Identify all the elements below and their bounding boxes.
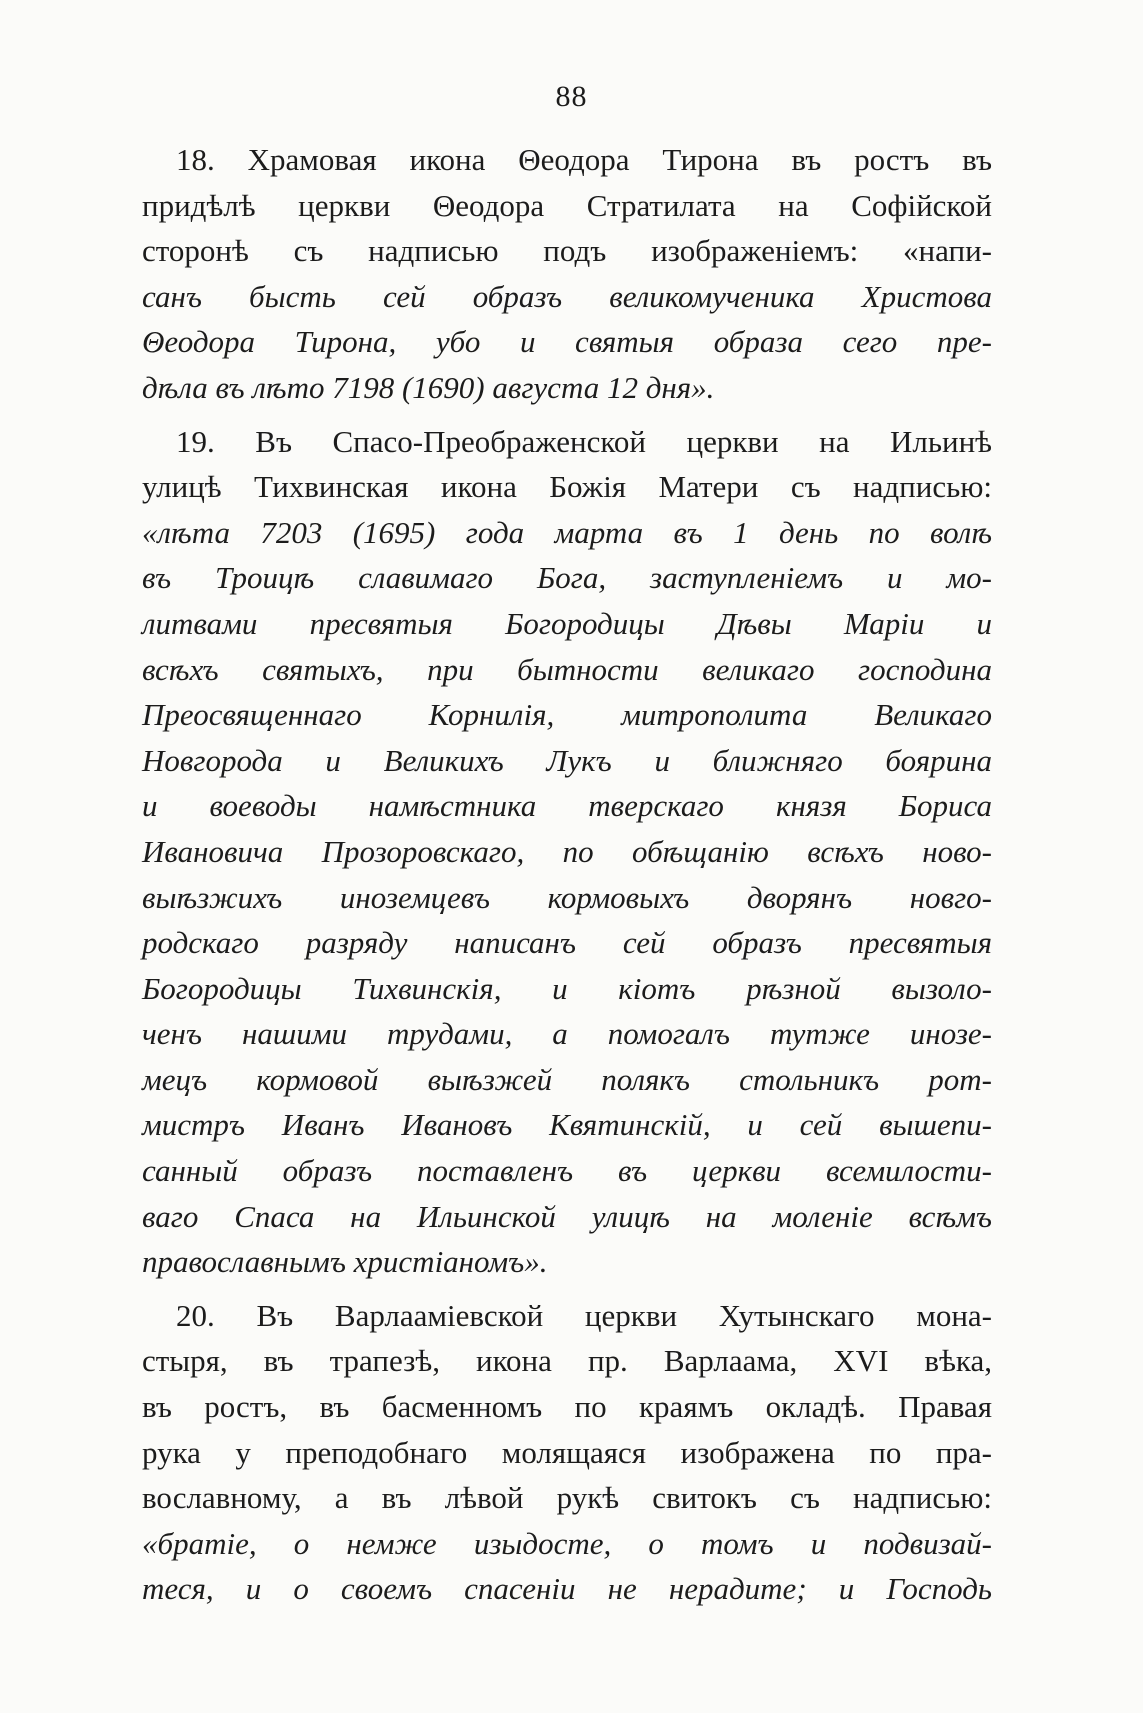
text-line: родскаго разряду написанъ сей образъ пресвятыя — [142, 925, 992, 961]
text-line: придѣлѣ церкви Θеодора Стратилата на Софійской — [142, 187, 992, 223]
text-line: «братіе, о немже изыдосте, о томъ и подвизай- — [142, 1525, 992, 1561]
text-line: Богородицы Тихвинскія, и кіотъ рѣзной вызоло- — [142, 970, 992, 1006]
text-line: 20. Въ Варлааміевской церкви Хутынскаго мона- — [176, 1297, 992, 1333]
text-line: 18. Храмовая икона Θеодора Тирона въ ростъ въ — [176, 142, 992, 177]
paragraph-gap — [142, 411, 992, 419]
paragraph — [142, 1293, 992, 1612]
text-line: сторонѣ съ надписью подъ изображеніемъ: «напи- — [142, 233, 992, 269]
text-line: стыря, въ трапезѣ, икона пр. Варлаама, XVI вѣка, — [142, 1343, 992, 1379]
text-line: въ ростъ, въ басменномъ по краямъ окладѣ. Правая — [142, 1389, 992, 1425]
text-line: мецъ кормовой выѣзжей полякъ стольникъ рот- — [142, 1061, 992, 1097]
text-line: православнымъ христіаномъ». — [142, 1244, 548, 1280]
text-line: дѣла въ лѣто 7198 (1690) августа 12 дня». — [142, 369, 715, 405]
text-line: 19. Въ Спасо-Преображенской церкви на Ильинѣ — [176, 423, 992, 459]
page-number: 88 — [555, 80, 588, 113]
text-line: улицѣ Тихвинская икона Божія Матери съ надписью: — [142, 469, 992, 505]
text-line: Ивановича Прозоровскаго, по обѣщанію всѣхъ ново- — [142, 833, 992, 869]
text-line: «лѣта 7203 (1695) года марта въ 1 день по волѣ — [142, 514, 992, 550]
text-line: ченъ нашими трудами, а помогалъ тутже инозе- — [142, 1016, 992, 1052]
text-line: Θеодора Тирона, убо и святыя образа сего пре- — [142, 324, 992, 360]
paragraph — [142, 419, 992, 1285]
text-line: всѣхъ святыхъ, при бытности великаго господина — [142, 651, 992, 687]
paragraph-gap — [142, 1285, 992, 1293]
text-line: Новгорода и Великихъ Лукъ и ближняго боярина — [142, 742, 992, 778]
text-line: выѣзжихъ иноземцевъ кормовыхъ дворянъ новго- — [142, 879, 992, 915]
text-line: вославному, а въ лѣвой рукѣ свитокъ съ надписью: — [142, 1480, 992, 1516]
text-line: ваго Спаса на Ильинской улицѣ на моленіе всѣмъ — [142, 1198, 992, 1234]
text-line: санъ бысть сей образъ великомученика Христова — [142, 278, 992, 314]
body-text — [142, 137, 992, 1612]
text-line: въ Троицѣ славимаго Бога, заступленіемъ и мо- — [142, 560, 992, 596]
text-line: теся, и о своемъ спасеніи не нерадите; и Господь — [142, 1571, 992, 1607]
text-line: санный образъ поставленъ въ церкви всемилости- — [142, 1153, 992, 1189]
text-line: литвами пресвятыя Богородицы Дѣвы Маріи и — [142, 605, 992, 641]
paragraph — [142, 137, 992, 411]
text-line: рука у преподобнаго молящаяся изображена по пра- — [142, 1434, 992, 1470]
text-line: мистръ Иванъ Ивановъ Квятинскій, и сей вышепи- — [142, 1107, 992, 1143]
text-line: и воеводы намѣстника тверскаго князя Бориса — [142, 788, 992, 824]
text-line: Преосвященнаго Корнилія, митрополита Великаго — [142, 697, 992, 733]
